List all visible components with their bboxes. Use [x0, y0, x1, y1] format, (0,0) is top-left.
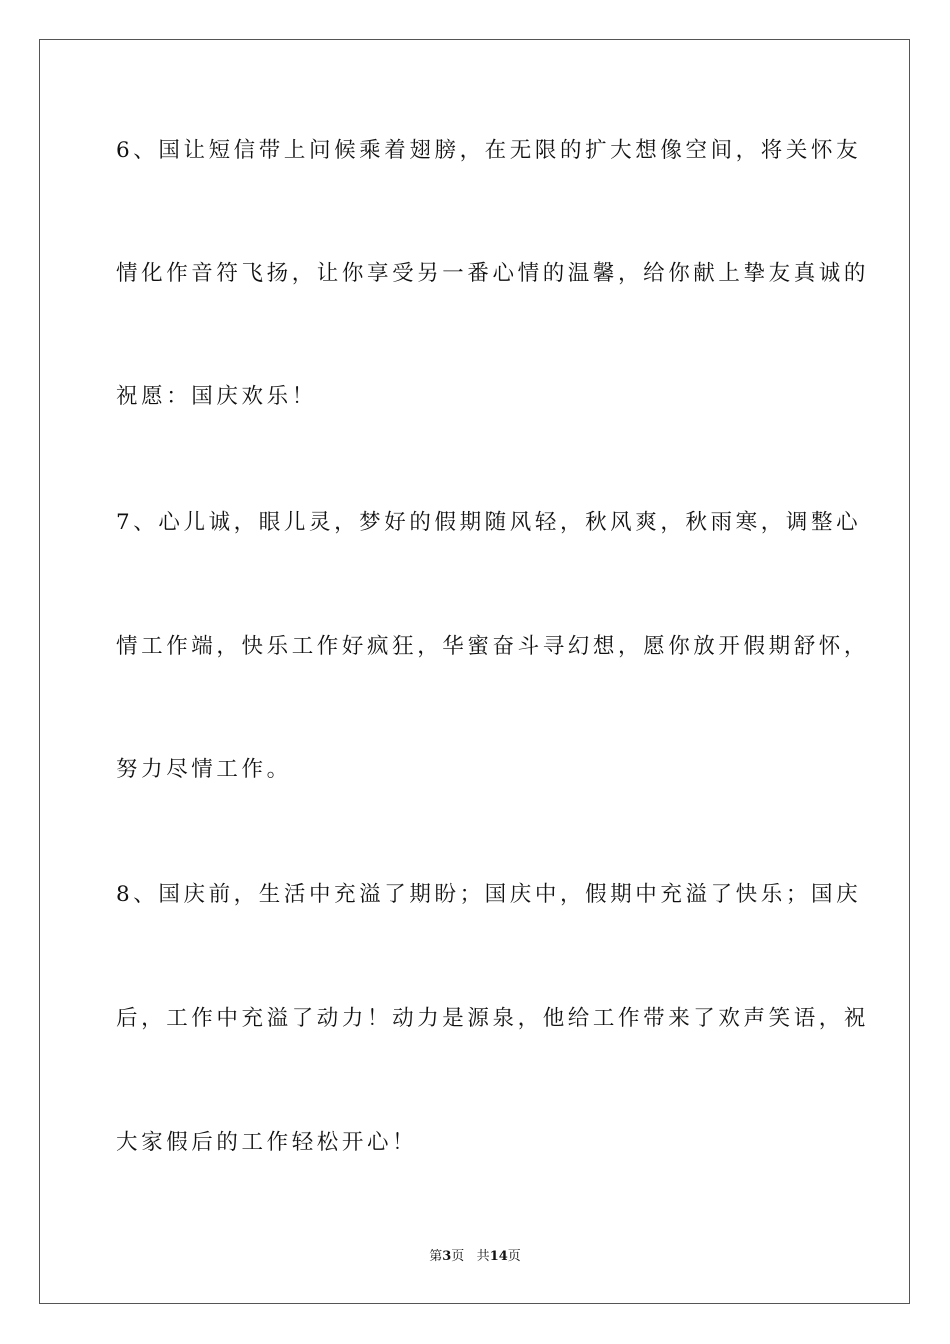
paragraph-line-7: 8、国庆前，生活中充溢了期盼；国庆中，假期中充溢了快乐；国庆	[116, 882, 862, 907]
page-suffix: 页	[451, 1249, 465, 1264]
paragraph-line-8: 后，工作中充溢了动力！动力是源泉，他给工作带来了欢声笑语，祝	[116, 1006, 870, 1031]
total-pages: 14	[489, 1249, 508, 1264]
paragraph-line-2: 情化作音符飞扬，让你享受另一番心情的温馨，给你献上挚友真诚的	[116, 261, 870, 286]
paragraph-line-3: 祝愿：国庆欢乐！	[116, 384, 317, 409]
paragraph-line-1: 6、国让短信带上问候乘着翅膀，在无限的扩大想像空间，将关怀友	[116, 138, 862, 163]
page-prefix: 第	[429, 1249, 443, 1264]
page-number: 3	[442, 1249, 452, 1264]
paragraph-line-5: 情工作端，快乐工作好疯狂，华蜜奋斗寻幻想，愿你放开假期舒怀，	[116, 634, 870, 659]
paragraph-line-6: 努力尽情工作。	[116, 757, 292, 782]
page-border	[39, 39, 910, 1304]
page-footer	[0, 1248, 950, 1266]
paragraph-line-9: 大家假后的工作轻松开心！	[116, 1130, 418, 1155]
paragraph-line-4: 7、心儿诚，眼儿灵，梦好的假期随风轻，秋风爽，秋雨寒，调整心	[116, 510, 862, 535]
total-prefix: 共	[476, 1249, 490, 1264]
total-suffix: 页	[507, 1249, 521, 1264]
